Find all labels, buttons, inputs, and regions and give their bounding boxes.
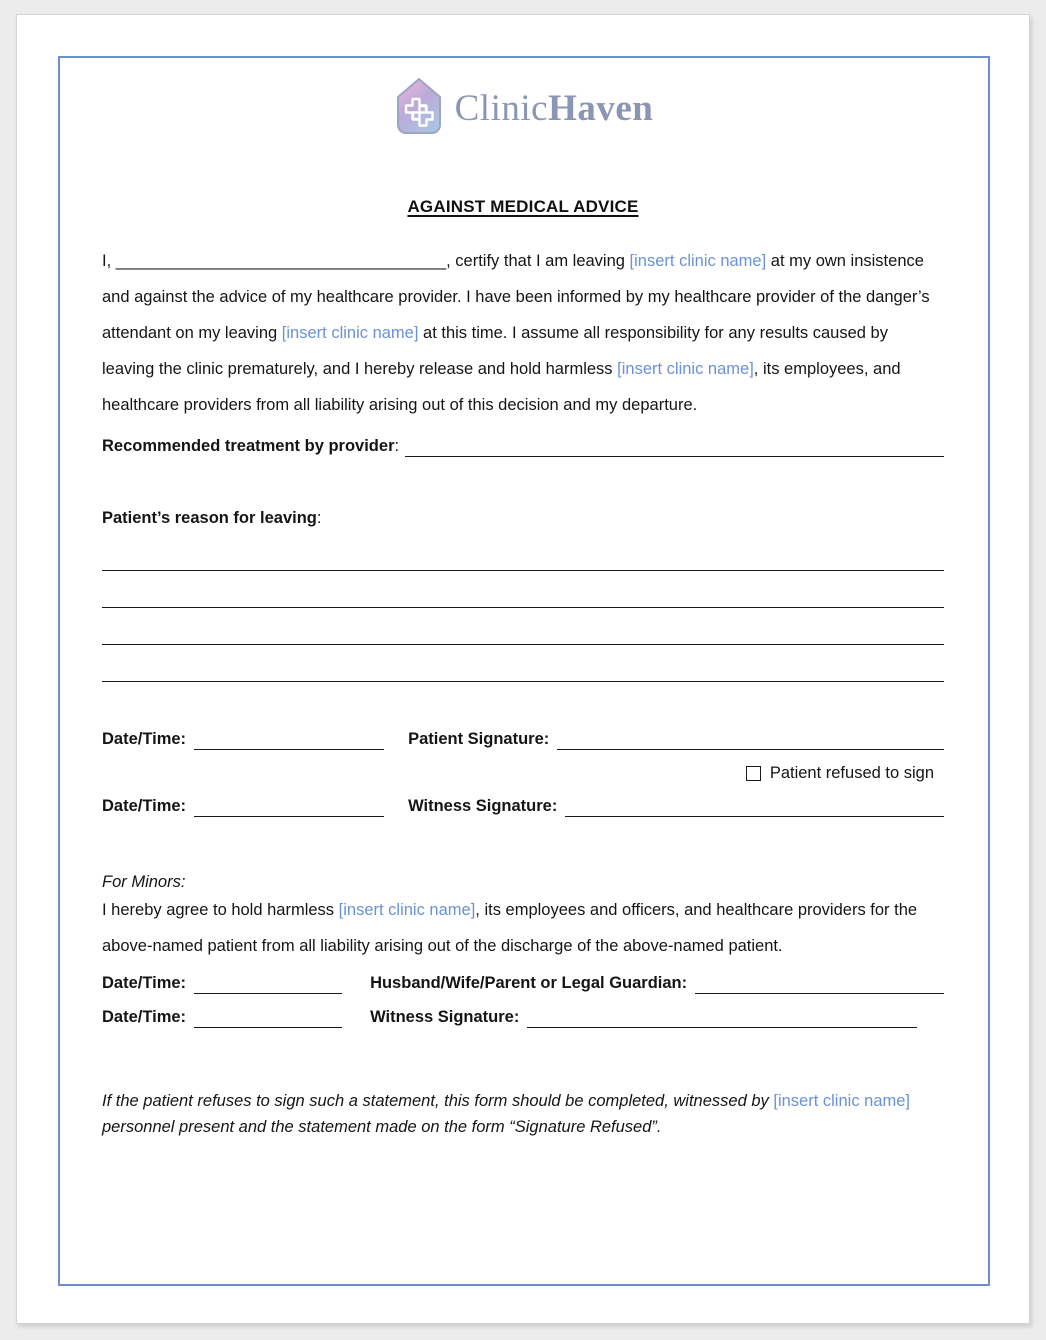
footer-note: If the patient refuses to sign such a statement, this form should be completed, witnessed by [insert clinic name] personnel present and the statement made on the form “Signature Refused”.	[102, 1092, 911, 1136]
minors-witness-row	[102, 1006, 944, 1028]
ruled-line[interactable]	[102, 534, 944, 571]
form-title: AGAINST MEDICAL ADVICE	[407, 197, 639, 216]
witness-signature-label: Witness Signature:	[370, 1008, 520, 1026]
recommended-treatment-blank[interactable]	[405, 437, 944, 457]
insert-clinic-name-placeholder[interactable]: [insert clinic name]	[617, 360, 754, 378]
insert-clinic-name-placeholder[interactable]: [insert clinic name]	[629, 252, 767, 270]
date-time-label: Date/Time:	[102, 797, 187, 815]
date-time-blank[interactable]	[194, 797, 384, 817]
date-time-label: Date/Time:	[102, 730, 187, 748]
recommended-treatment-row: Recommended treatment by provider:	[102, 435, 944, 457]
ruled-line[interactable]	[102, 608, 944, 645]
patient-refused-row	[102, 764, 944, 783]
clinic-logo	[102, 76, 944, 141]
witness-signature-label: Witness Signature:	[408, 797, 558, 815]
patient-refused-checkbox[interactable]	[746, 766, 761, 781]
insert-clinic-name-placeholder[interactable]: [insert clinic name]	[773, 1092, 911, 1110]
brand-name	[455, 87, 654, 130]
brand-second: Haven	[548, 88, 654, 129]
insert-clinic-name-placeholder[interactable]: [insert clinic name]	[338, 901, 476, 919]
reason-for-leaving-label: Patient’s reason for leaving:	[102, 509, 322, 527]
ruled-line[interactable]	[102, 571, 944, 608]
insert-clinic-name-placeholder[interactable]: [insert clinic name]	[281, 324, 419, 342]
patient-refused-label: Patient refused to sign	[769, 764, 934, 782]
witness-signature-blank[interactable]	[527, 1008, 917, 1028]
intro-paragraph: I, ____________________________________, certify that I am leaving [insert clinic name] at my own insistence and against the advice of my healthcare provider. I have been informed by my healthcare provider of the danger’s attendant on my leaving [insert clinic name] at this time. I assume all responsibility for any results caused by leaving the clinic prematurely, and I hereby release and hold harmless [insert clinic name], its employees, and healthcare providers from all liability arising out of this decision and my departure.	[102, 252, 930, 414]
document-page	[16, 14, 1030, 1324]
minors-paragraph: I hereby agree to hold harmless [insert clinic name], its employees and officers, and healthcare providers for the above-named patient from all liability arising out of the discharge of the above-named patient.	[102, 901, 918, 955]
date-time-blank[interactable]	[194, 974, 342, 994]
adult-signature-row-2	[102, 795, 944, 817]
for-minors-heading: For Minors:	[102, 873, 186, 891]
witness-signature-blank[interactable]	[565, 797, 944, 817]
date-time-label: Date/Time:	[102, 1008, 187, 1026]
date-time-blank[interactable]	[194, 1008, 342, 1028]
reason-blank-lines[interactable]	[102, 534, 944, 682]
house-medical-cross-icon	[393, 76, 445, 141]
adult-signature-row-1	[102, 728, 944, 750]
guardian-signature-label: Husband/Wife/Parent or Legal Guardian:	[370, 974, 688, 992]
recommended-treatment-label: Recommended treatment by provider	[102, 437, 395, 455]
patient-signature-label: Patient Signature:	[408, 730, 550, 748]
date-time-label: Date/Time:	[102, 974, 187, 992]
minors-guardian-row	[102, 972, 944, 994]
brand-first: Clinic	[454, 88, 549, 129]
guardian-signature-blank[interactable]	[695, 974, 944, 994]
date-time-blank[interactable]	[194, 730, 384, 750]
patient-signature-blank[interactable]	[557, 730, 944, 750]
form-border	[58, 56, 990, 1286]
ruled-line[interactable]	[102, 645, 944, 682]
